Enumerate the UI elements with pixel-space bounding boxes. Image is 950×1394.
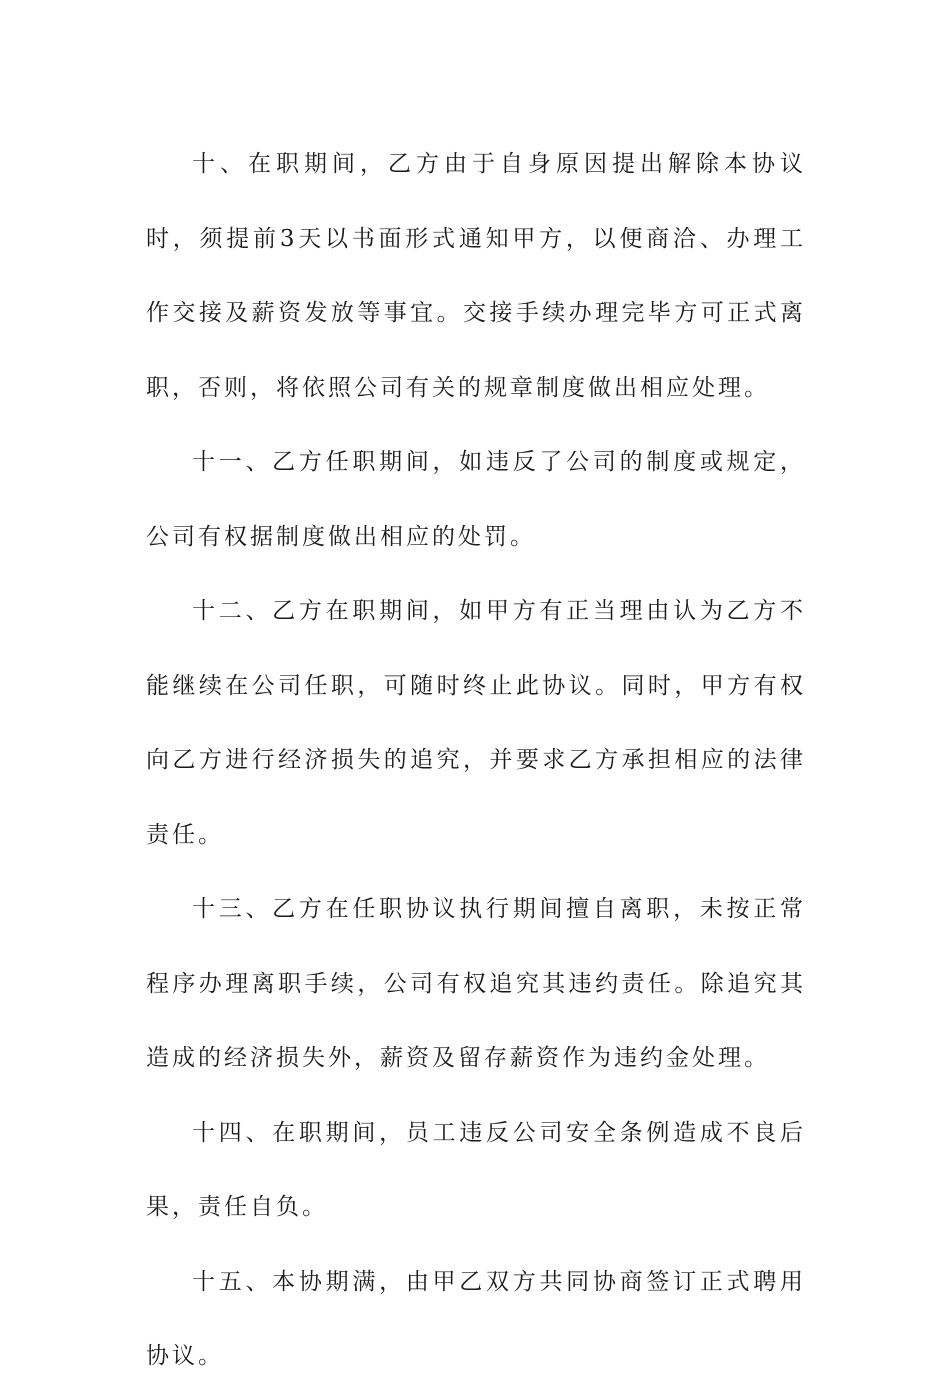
clause-10: 十、在职期间，乙方由于自身原因提出解除本协议时，须提前3天以书面形式通知甲方，以便商洽、办理工作交接及薪资发放等事宜。交接手续办理完毕方可正式离职，否则，将依照公司有关的规章制度做出相应处理。 [146, 151, 806, 401]
clause-15: 十五、本协期满，由甲乙双方共同协商签订正式聘用协议。 [146, 1268, 806, 1369]
clause-14: 十四、在职期间，员工违反公司安全条例造成不良后果，责任自负。 [146, 1119, 806, 1220]
clause-12: 十二、乙方在职期间，如甲方有正当理由认为乙方不能继续在公司任职，可随时终止此协议。同时，甲方有权向乙方进行经济损失的追究，并要求乙方承担相应的法律责任。 [146, 598, 806, 848]
document-body [146, 127, 806, 1394]
clause-11: 十一、乙方任职期间，如违反了公司的制度或规定，公司有权据制度做出相应的处罚。 [146, 449, 806, 550]
clause-13: 十三、乙方在任职协议执行期间擅自离职，未按正常程序办理离职手续，公司有权追究其违约责任。除追究其造成的经济损失外，薪资及留存薪资作为违约金处理。 [146, 896, 806, 1071]
